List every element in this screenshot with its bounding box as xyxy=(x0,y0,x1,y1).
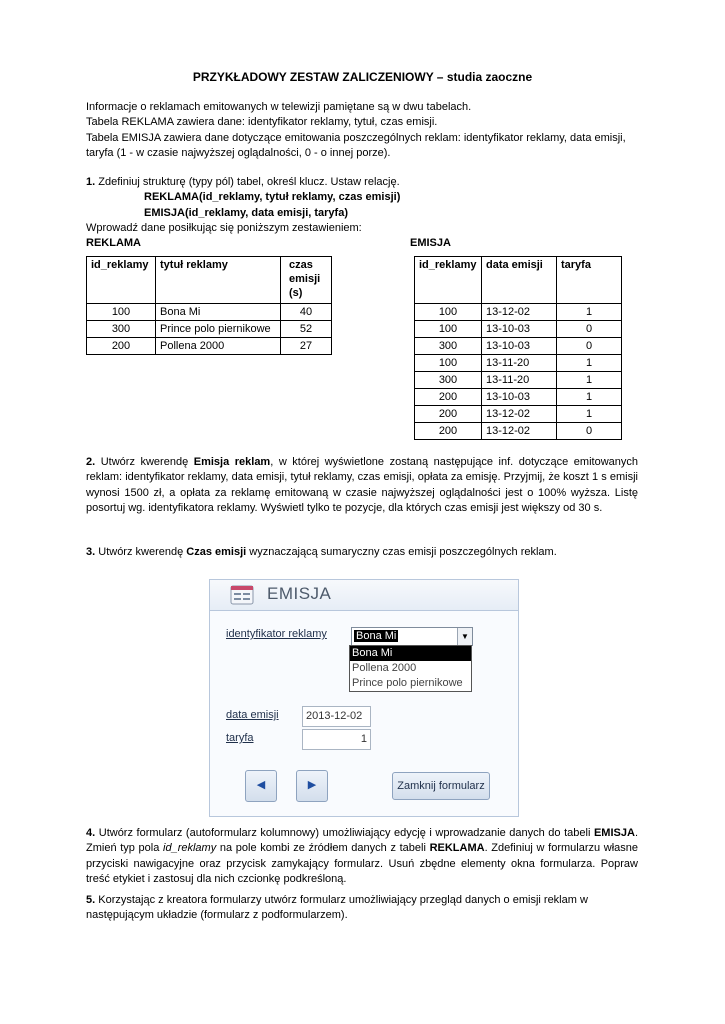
table-cell: 13-12-02 xyxy=(482,423,557,440)
column-header: id_reklamy xyxy=(415,257,482,304)
chevron-down-icon[interactable]: ▼ xyxy=(457,628,472,645)
task-text: Utwórz formularz (autoformularz kolumnowy) umożliwiający edycję i wprowadzanie danych do tabeli xyxy=(95,827,594,839)
table-cell: 13-10-03 xyxy=(482,389,557,406)
task-number: 3. xyxy=(86,546,96,558)
table-cell: 13-11-20 xyxy=(482,372,557,389)
table-row xyxy=(415,406,622,423)
task-text: Korzystając z kreatora formularzy utwórz formularz umożliwiający przegląd danych o emisji reklam w następującym układzie (formularz z podformularzem). xyxy=(86,894,588,922)
emisja-caption: EMISJA xyxy=(410,237,451,249)
schema-emisja: EMISJA(id_reklamy, data emisji, taryfa) xyxy=(144,206,348,219)
table-cell: 300 xyxy=(87,321,156,338)
form-header xyxy=(210,580,518,611)
reklama-caption: REKLAMA xyxy=(86,237,141,249)
table-cell: 300 xyxy=(415,338,482,355)
table-cell: 200 xyxy=(415,423,482,440)
table-cell: Prince polo piernikowe xyxy=(156,321,281,338)
task-text: , w której wyświetlone zostaną następujące inf. dotyczące emitowanych reklam: identyfikator reklamy, data emisji, tytuł reklamy, czas emisji, opłata za emisję. Przyjmij, że koszt 1 s emisji wynosi 1500 zł, a opłata za reklamę emitowaną w czasie najwyższej oglądalności jest o 100% wyższa. Listę posortuj wg. identyfikatora reklamy. Wyświetl tylko te pozycje, dla których czas emisji jest większy od 30 s. xyxy=(86,456,638,514)
table-row xyxy=(415,423,622,440)
task-number: 1. xyxy=(86,176,96,188)
close-form-button[interactable]: Zamknij formularz xyxy=(392,772,490,800)
query-name: Czas emisji xyxy=(186,546,247,558)
table-name: REKLAMA xyxy=(429,842,485,855)
table-row xyxy=(415,372,622,389)
table-row xyxy=(415,304,622,321)
dropdown-option[interactable]: Bona Mi xyxy=(350,646,471,661)
task-text: Utwórz kwerendę xyxy=(95,456,194,468)
table-cell: 13-10-03 xyxy=(482,338,557,355)
id-label: identyfikator reklamy xyxy=(226,628,327,640)
table-row xyxy=(87,321,332,338)
table-cell: 100 xyxy=(87,304,156,321)
chevron-left-icon: ◀ xyxy=(256,779,266,791)
dropdown-option[interactable]: Prince polo piernikowe xyxy=(352,677,463,689)
intro-line: Tabela EMISJA zawiera dane dotyczące emitowania poszczególnych reklam: identyfikator reklamy, data emisji, xyxy=(86,131,626,144)
task-1 xyxy=(86,175,638,236)
intro-line: Tabela REKLAMA zawiera dane: identyfikator reklamy, tytuł, czas emisji. xyxy=(86,116,438,129)
task-4 xyxy=(86,826,638,887)
table-cell: 40 xyxy=(281,304,332,321)
schema-reklama: REKLAMA(id_reklamy, tytuł reklamy, czas emisji) xyxy=(144,191,401,204)
column-header: tytuł reklamy xyxy=(156,257,281,304)
table-header-row xyxy=(87,257,332,304)
table-cell: 200 xyxy=(415,406,482,423)
date-field[interactable]: 2013-12-02 xyxy=(302,706,371,727)
task-5 xyxy=(86,893,638,924)
task-text: . Zdefiniuj w formularzu własne przyciski nawigacyjne oraz przycisk zamykający formularz. Usuń zbędne elementy okna formularza. Popraw treść etykiet i zastosuj dla nich czcionkę podkreśloną. xyxy=(86,842,639,885)
table-row xyxy=(415,321,622,338)
tariff-field[interactable]: 1 xyxy=(302,729,371,750)
task-number: 4. xyxy=(86,827,96,839)
enter-data-text: Wprowadź dane posiłkując się poniższym zestawieniem: xyxy=(86,221,362,234)
reklama-table xyxy=(86,256,332,355)
id-combo[interactable] xyxy=(351,627,473,646)
table-cell: Pollena 2000 xyxy=(156,338,281,355)
date-label: data emisji xyxy=(226,709,279,721)
table-cell: 100 xyxy=(415,321,482,338)
table-cell: 1 xyxy=(557,406,622,423)
table-cell: 1 xyxy=(557,372,622,389)
table-cell: 1 xyxy=(557,389,622,406)
prev-record-button[interactable] xyxy=(245,770,277,802)
table-row xyxy=(87,304,332,321)
table-row xyxy=(87,338,332,355)
table-cell: 0 xyxy=(557,423,622,440)
task-number: 5. xyxy=(86,894,96,906)
table-cell: 0 xyxy=(557,321,622,338)
tariff-label: taryfa xyxy=(226,732,254,744)
intro-line: taryfa (1 - w czasie najwyższej oglądalności, 0 - o innej porze). xyxy=(86,146,391,159)
intro-line: Informacje o reklamach emitowanych w telewizji pamiętane są w dwu tabelach. xyxy=(86,101,472,113)
chevron-right-icon: ▶ xyxy=(307,779,317,791)
combo-dropdown xyxy=(349,645,472,692)
table-cell: 27 xyxy=(281,338,332,355)
table-row xyxy=(415,338,622,355)
access-form-window xyxy=(209,579,519,817)
table-cell: 100 xyxy=(415,355,482,372)
table-cell: 0 xyxy=(557,338,622,355)
task-text: Utwórz kwerendę xyxy=(95,546,187,558)
column-header: data emisji xyxy=(482,257,557,304)
table-cell: 200 xyxy=(87,338,156,355)
column-header: id_reklamy xyxy=(87,257,156,304)
table-cell: 52 xyxy=(281,321,332,338)
table-cell: 13-10-03 xyxy=(482,321,557,338)
form-title: EMISJA xyxy=(267,584,332,603)
column-header: taryfa xyxy=(557,257,622,304)
page-title: PRZYKŁADOWY ZESTAW ZALICZENIOWY – studia zaoczne xyxy=(192,70,533,84)
table-cell: 1 xyxy=(557,304,622,321)
intro xyxy=(86,100,638,161)
table-cell: 300 xyxy=(415,372,482,389)
task-number: 2. xyxy=(86,456,96,468)
query-name: Emisja reklam xyxy=(193,456,271,468)
table-cell: 13-12-02 xyxy=(482,304,557,321)
table-name: EMISJA xyxy=(593,827,635,839)
table-header-row xyxy=(415,257,622,304)
task-3 xyxy=(86,545,638,560)
table-cell: Bona Mi xyxy=(156,304,281,321)
table-cell: 1 xyxy=(557,355,622,372)
task-2 xyxy=(86,455,638,516)
dropdown-option[interactable]: Pollena 2000 xyxy=(352,662,417,674)
table-row xyxy=(415,355,622,372)
table-row xyxy=(415,389,622,406)
column-header: czas emisji (s) xyxy=(281,257,332,304)
table-cell: 13-11-20 xyxy=(482,355,557,372)
table-cell: 100 xyxy=(415,304,482,321)
task-text: . Zmień typ pola xyxy=(86,827,638,855)
task-text: wyznaczającą sumaryczny czas emisji poszczególnych reklam. xyxy=(246,546,557,558)
form-icon xyxy=(230,584,254,606)
combo-value: Bona Mi xyxy=(356,630,397,642)
table-cell: 200 xyxy=(415,389,482,406)
task-text: Zdefiniuj strukturę (typy pól) tabel, określ klucz. Ustaw relację. xyxy=(95,176,400,188)
field-name: id_reklamy xyxy=(163,842,217,855)
table-cell: 13-12-02 xyxy=(482,406,557,423)
next-record-button[interactable] xyxy=(296,770,328,802)
task-text: na pole kombi ze źródłem danych z tabeli xyxy=(216,842,430,855)
emisja-table xyxy=(414,256,622,440)
